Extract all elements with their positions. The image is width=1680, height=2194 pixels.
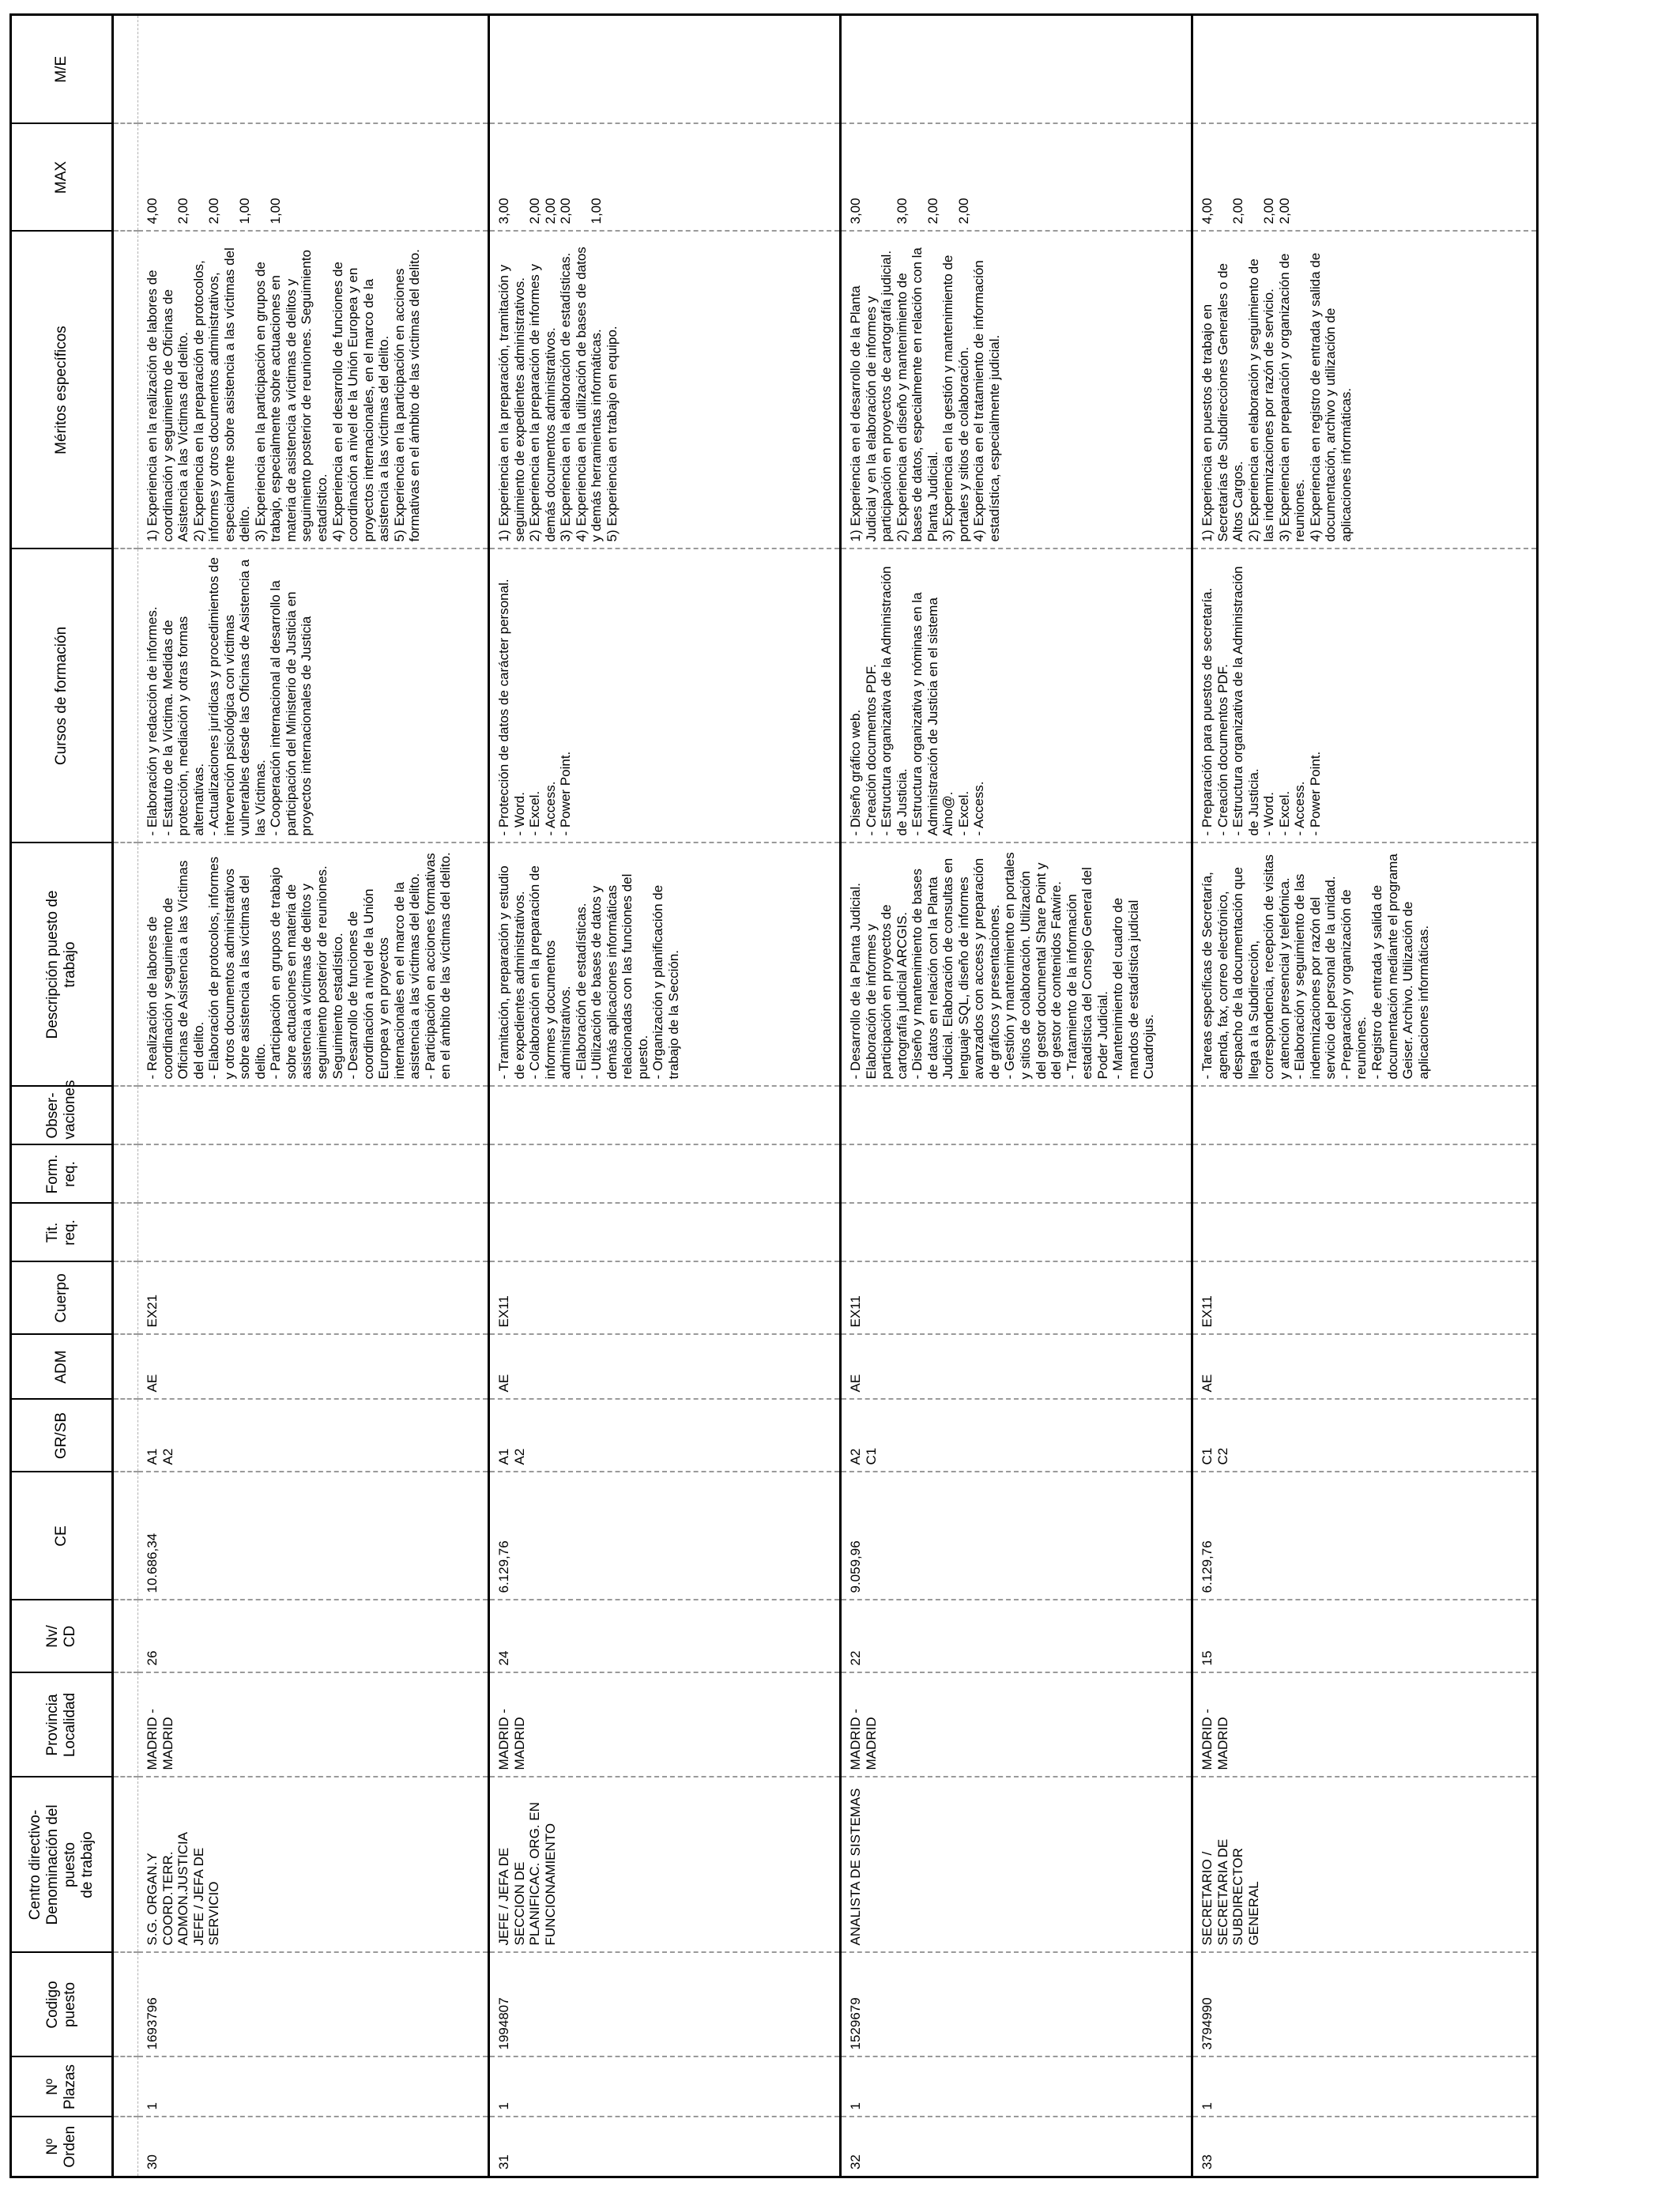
max-value: 4,00 xyxy=(145,198,160,224)
cell-me xyxy=(1192,15,1538,124)
cell-centro: S.G. ORGAN.Y COORD.TERR. ADMON.JUSTICIA JEFE / JEFA DE SERVICIO xyxy=(138,1777,489,1953)
max-value xyxy=(879,131,895,224)
cell-provincia: MADRID - MADRID xyxy=(1192,1673,1538,1777)
cell-descripcion: - Desarrollo de la Planta Judicial. Elaboración de informes y participación en proyectos de cartografía judicial ARCGIS. - Diseño y mantenimiento de bases de datos en relación con la Planta Judicial. Elaboración de consultas en lenguaje SQL, diseño de informes avanzados con access y preparación de gráficos y presentaciones. - Gestión y mantenimiento en portales y sitios de colaboración. Utilización del gestor documental Share Point y del gestor de contenidos Fatwire. - Tratamiento de la información estadística del Consejo General del Poder Judicial. - Mantenimiento del cuadro de mandos de estadística judicial Cuadrojus. xyxy=(841,843,1192,1087)
max-value: 2,00 xyxy=(527,198,543,224)
cell-cuerpo: EX11 xyxy=(1192,1262,1538,1335)
cell-me xyxy=(138,15,489,124)
cell-provincia: MADRID - MADRID xyxy=(489,1673,841,1777)
header-nivel: Nv/ CD xyxy=(11,1600,113,1673)
cell-codigo: 1693796 xyxy=(138,1953,489,2057)
cell-cursos: - Preparación para puestos de secretaría. - Creación documentos PDF. - Estructura organizativa de la Administración de Justicia. - Word. - Excel. - Access. - Power Point. xyxy=(1192,549,1538,843)
header-centro: Centro directivo- Denominación del puesto de trabajo xyxy=(11,1777,113,1953)
header-orden: Nº Orden xyxy=(11,2117,113,2177)
max-value: 3,00 xyxy=(894,198,910,224)
cell-codigo: 1994807 xyxy=(489,1953,841,2057)
cell-grupo: A1 A2 xyxy=(138,1400,489,1472)
cell-orden: 30 xyxy=(138,2117,489,2177)
table-row xyxy=(841,15,1192,2177)
max-value xyxy=(512,131,528,224)
table-row xyxy=(489,15,841,2177)
table-row xyxy=(1192,15,1538,2177)
max-value xyxy=(574,131,590,224)
cell-max xyxy=(841,124,1192,232)
header-plazas: Nº Plazas xyxy=(11,2057,113,2117)
cell-plazas: 1 xyxy=(841,2057,1192,2117)
cell-grupo: A2 C1 xyxy=(841,1400,1192,1472)
max-value: 2,00 xyxy=(206,198,222,224)
cell-max xyxy=(1192,124,1538,232)
cell-cursos: - Diseño gráfico web. - Creación documentos PDF. - Estructura organizativa de la Administración de Justicia. - Estructura organizativa y nóminas en la Administración de Justicia en el sistema Aino@. - Excel. - Access. xyxy=(841,549,1192,843)
cell-nivel: 26 xyxy=(138,1600,489,1673)
cell-meritos: 1) Experiencia en la realización de labores de coordinación y seguimiento de Oficinas de Asistencia a las Víctimas del delito. 2) Experiencia en la preparación de protocolos, informes y otros documentos administrativos, especialmente sobre asistencia a las víctimas del delito. 3) Experiencia en la participación en grupos de trabajo, especialmente sobre actuaciones en materia de asistencia a víctimas de delitos y seguimiento posterior de reuniones. Seguimiento estadístico. 4) Experiencia en el desarrollo de funciones de coordinación a nivel de la Unión Europea y en proyectos internacionales, en el marco de la asistencia a las víctimas del delito. 5) Experiencia en la participación en acciones formativas en el ámbito de las víctimas del delito. xyxy=(138,232,489,549)
header-ce: CE xyxy=(11,1472,113,1600)
cell-centro: JEFE / JEFA DE SECCION DE PLANIFICAC. ORG. EN FUNCIONAMIENTO xyxy=(489,1777,841,1953)
cell-titulacion xyxy=(841,1204,1192,1262)
header-max: MAX xyxy=(11,124,113,232)
max-value: 2,00 xyxy=(1230,198,1246,224)
cell-ce: 10.686,34 xyxy=(138,1472,489,1600)
cell-titulacion xyxy=(138,1204,489,1262)
cell-descripcion: - Realización de labores de coordinación y seguimiento de Oficinas de Asistencia a las Víctimas del delito. - Elaboración de protocolos, informes y otros documentos administrativos sobre asistencia a las víctimas del delito. - Participación en grupos de trabajo sobre actuaciones en materia de asistencia a víctimas de delitos y seguimiento posterior de reuniones. Seguimiento estadístico. - Desarrollo de funciones de coordinación a nivel de la Unión Europea y en proyectos internacionales en el marco de la asistencia a las víctimas del delito. - Participación en acciones formativas en el ámbito de las víctimas del delito. xyxy=(138,843,489,1087)
job-positions-table xyxy=(9,13,1539,2178)
header-grupo: GR/SB xyxy=(11,1400,113,1472)
max-value xyxy=(222,131,238,224)
max-value: 2,00 xyxy=(542,198,558,224)
cell-adm: AE xyxy=(138,1335,489,1400)
cell-meritos: 1) Experiencia en puestos de trabajo en Secretarías de Subdirecciones Generales o de Altos Cargos. 2) Experiencia en elaboración y seguimiento de las indemnizaciones por razón de servicio. 3) Experiencia en preparación y organización de reuniones. 4) Experiencia en registro de entrada y salida de documentación, archivo y utilización de aplicaciones informáticas. xyxy=(1192,232,1538,549)
max-value: 2,00 xyxy=(1276,198,1292,224)
cell-adm: AE xyxy=(489,1335,841,1400)
max-value: 2,00 xyxy=(955,198,971,224)
cell-centro: ANALISTA DE SISTEMAS xyxy=(841,1777,1192,1953)
cell-formacion xyxy=(489,1145,841,1204)
max-value xyxy=(253,131,269,224)
header-adm: ADM xyxy=(11,1335,113,1400)
header-me: M/E xyxy=(11,15,113,124)
cell-titulacion xyxy=(489,1204,841,1262)
cell-plazas: 1 xyxy=(138,2057,489,2117)
cell-max xyxy=(489,124,841,232)
cell-me xyxy=(489,15,841,124)
max-value: 2,00 xyxy=(558,198,574,224)
header-cuerpo: Cuerpo xyxy=(11,1262,113,1335)
max-value xyxy=(864,131,880,224)
cell-observaciones xyxy=(138,1087,489,1145)
cell-formacion xyxy=(841,1145,1192,1204)
max-value: 2,00 xyxy=(925,198,940,224)
max-value xyxy=(1246,131,1262,224)
cell-cuerpo: EX11 xyxy=(841,1262,1192,1335)
max-value: 1,00 xyxy=(589,198,605,224)
spacer-row xyxy=(113,15,138,2177)
table-row xyxy=(138,15,489,2177)
cell-cuerpo: EX11 xyxy=(489,1262,841,1335)
cell-meritos: 1) Experiencia en el desarrollo de la Planta Judicial y en la elaboración de informes y participación en proyectos de cartografía judicial. 2) Experiencia en diseño y mantenimiento de bases de datos, especialmente en relación con la Planta Judicial. 3) Experiencia en la gestión y mantenimiento de portales y sitios de colaboración. 4) Experiencia en el tratamiento de información estadística, especialmente judicial. xyxy=(841,232,1192,549)
cell-ce: 9.059,96 xyxy=(841,1472,1192,1600)
cell-descripcion: - Tramitación, preparación y estudio de expedientes administrativos. - Colaboración en la preparación de informes y documentos administrativos. - Elaboración de estadísticas. - Utilización de bases de datos y demás aplicaciones informáticas relacionadas con las funciones del puesto. - Organización y planificación de trabajo de la Sección. xyxy=(489,843,841,1087)
cell-codigo: 3794990 xyxy=(1192,1953,1538,2057)
max-value xyxy=(910,131,925,224)
header-observaciones: Obser- vaciones xyxy=(11,1087,113,1145)
cell-centro: SECRETARIO / SECRETARIA DE SUBDIRECTOR GENERAL xyxy=(1192,1777,1538,1953)
cell-cursos: - Protección de datos de carácter personal. - Word. - Excel. - Access. - Power Point. xyxy=(489,549,841,843)
cell-max xyxy=(138,124,489,232)
cell-nivel: 24 xyxy=(489,1600,841,1673)
cell-cuerpo: EX21 xyxy=(138,1262,489,1335)
cell-meritos: 1) Experiencia en la preparación, tramitación y seguimiento de expedientes administrativos. 2) Experiencia en la preparación de informes y demás documentos administrativos. 3) Experiencia en la elaboración de estadísticas. 4) Experiencia en la utilización de bases de datos y demás herramientas informáticas. 5) Experiencia en trabajo en equipo. xyxy=(489,232,841,549)
header-meritos: Méritos específicos xyxy=(11,232,113,549)
cell-observaciones xyxy=(489,1087,841,1145)
cell-orden: 32 xyxy=(841,2117,1192,2177)
max-value: 4,00 xyxy=(1200,198,1215,224)
cell-adm: AE xyxy=(1192,1335,1538,1400)
max-value: 2,00 xyxy=(1261,198,1277,224)
cell-titulacion xyxy=(1192,1204,1538,1262)
cell-orden: 31 xyxy=(489,2117,841,2177)
header-titulacion: Tit. req. xyxy=(11,1204,113,1262)
header-descripcion: Descripción puesto de trabajo xyxy=(11,843,113,1087)
cell-provincia: MADRID - MADRID xyxy=(138,1673,489,1777)
cell-observaciones xyxy=(1192,1087,1538,1145)
cell-plazas: 1 xyxy=(489,2057,841,2117)
cell-ce: 6.129,76 xyxy=(1192,1472,1538,1600)
cell-grupo: C1 C2 xyxy=(1192,1400,1538,1472)
cell-adm: AE xyxy=(841,1335,1192,1400)
header-row xyxy=(11,15,113,2177)
cell-provincia: MADRID - MADRID xyxy=(841,1673,1192,1777)
max-value xyxy=(160,131,176,224)
max-value: 1,00 xyxy=(237,198,253,224)
cell-observaciones xyxy=(841,1087,1192,1145)
cell-me xyxy=(841,15,1192,124)
cell-codigo: 1529679 xyxy=(841,1953,1192,2057)
max-value xyxy=(1215,131,1231,224)
cell-formacion xyxy=(138,1145,489,1204)
cell-grupo: A1 A2 xyxy=(489,1400,841,1472)
cell-cursos: - Elaboración y redacción de informes. - Estatuto de la Víctima. Medidas de protección, mediación y otras formas alternativas. - Actualizaciones jurídicas y procedimientos de intervención psicológica con víctimas vulnerables desde las Oficinas de Asistencia a las Víctimas. - Cooperación internacional al desarrollo la participación del Ministerio de Justicia en proyectos internacionales de Justicia xyxy=(138,549,489,843)
cell-plazas: 1 xyxy=(1192,2057,1538,2117)
max-value: 3,00 xyxy=(496,198,511,224)
header-formacion: Form. req. xyxy=(11,1145,113,1204)
max-value: 2,00 xyxy=(175,198,191,224)
max-value xyxy=(940,131,956,224)
header-cursos: Cursos de formación xyxy=(11,549,113,843)
cell-nivel: 15 xyxy=(1192,1600,1538,1673)
cell-descripcion: - Tareas específicas de Secretaría, agenda, fax, correo electrónico, despacho de la documentación que llega a la Subdirección, correspondencia, recepción de visitas y atención presencial y telefónica. - Elaboración y seguimiento de las indemnizaciones por razón del servicio del personal de la unidad. - Preparación y organización de reuniones. - Registro de entrada y salida de documentación mediante el programa Geiser. Archivo. Utilización de aplicaciones informáticas. xyxy=(1192,843,1538,1087)
header-codigo: Codigo puesto xyxy=(11,1953,113,2057)
cell-nivel: 22 xyxy=(841,1600,1192,1673)
cell-formacion xyxy=(1192,1145,1538,1204)
header-provincia: Provincia Localidad xyxy=(11,1673,113,1777)
cell-orden: 33 xyxy=(1192,2117,1538,2177)
max-value xyxy=(191,131,207,224)
max-value: 3,00 xyxy=(848,198,863,224)
cell-ce: 6.129,76 xyxy=(489,1472,841,1600)
max-value: 1,00 xyxy=(268,198,284,224)
